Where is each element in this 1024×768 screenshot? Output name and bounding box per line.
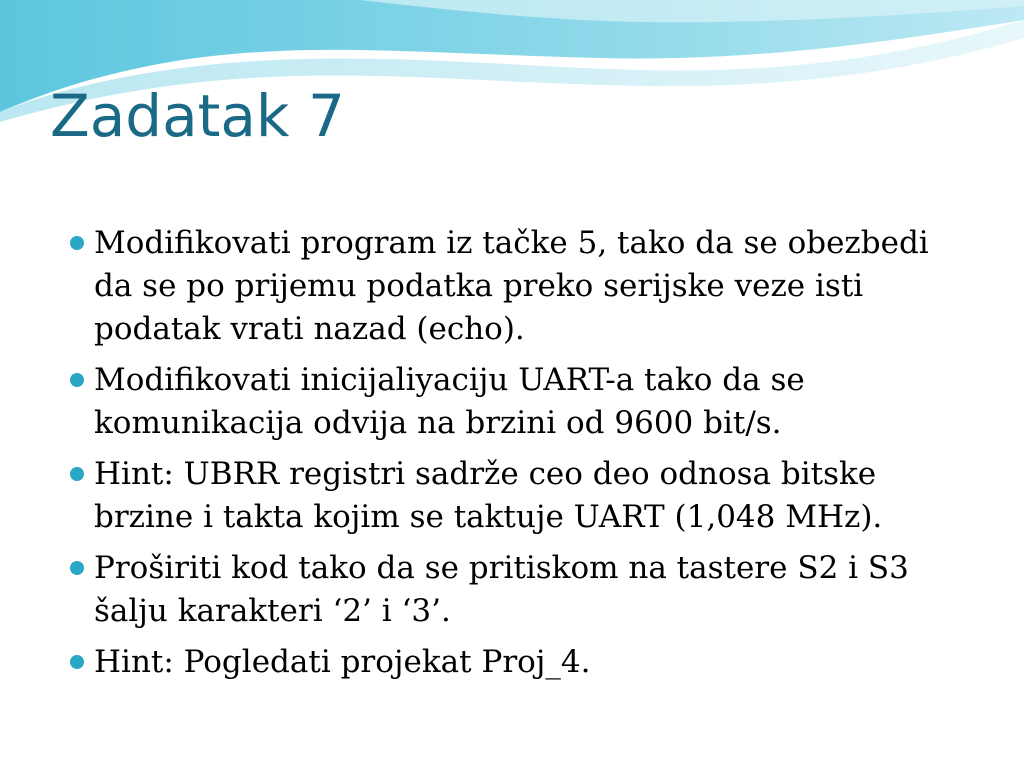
bullet-dot-icon [70, 561, 84, 575]
bullet-item [68, 359, 968, 445]
bullet-text: Hint: Pogledati projekat Proj_4. [94, 644, 591, 680]
slide-title: Zadatak 7 [50, 82, 345, 150]
bullet-dot-icon [70, 236, 84, 250]
bullet-dot-icon [70, 467, 84, 481]
bullet-item [68, 222, 968, 351]
bullet-list [68, 222, 968, 692]
bullet-item [68, 641, 968, 684]
bullet-dot-icon [70, 373, 84, 387]
bullet-text: Hint: UBRR registri sadrže ceo deo odnosa bitske brzine i takta kojim se taktuje UART (1,048 MHz). [94, 456, 883, 535]
bullet-text: Modifikovati program iz tačke 5, tako da se obezbedi da se po prijemu podatka preko serijske veze isti podatak vrati nazad (echo). [94, 225, 929, 347]
bullet-item [68, 547, 968, 633]
bullet-text: Proširiti kod tako da se pritiskom na tastere S2 i S3 šalju karakteri ‘2’ i ‘3’. [94, 550, 909, 629]
bullet-item [68, 453, 968, 539]
bullet-dot-icon [70, 655, 84, 669]
bullet-text: Modifikovati inicijaliyaciju UART-a tako da se komunikacija odvija na brzini od 9600 bit/s. [94, 362, 805, 441]
